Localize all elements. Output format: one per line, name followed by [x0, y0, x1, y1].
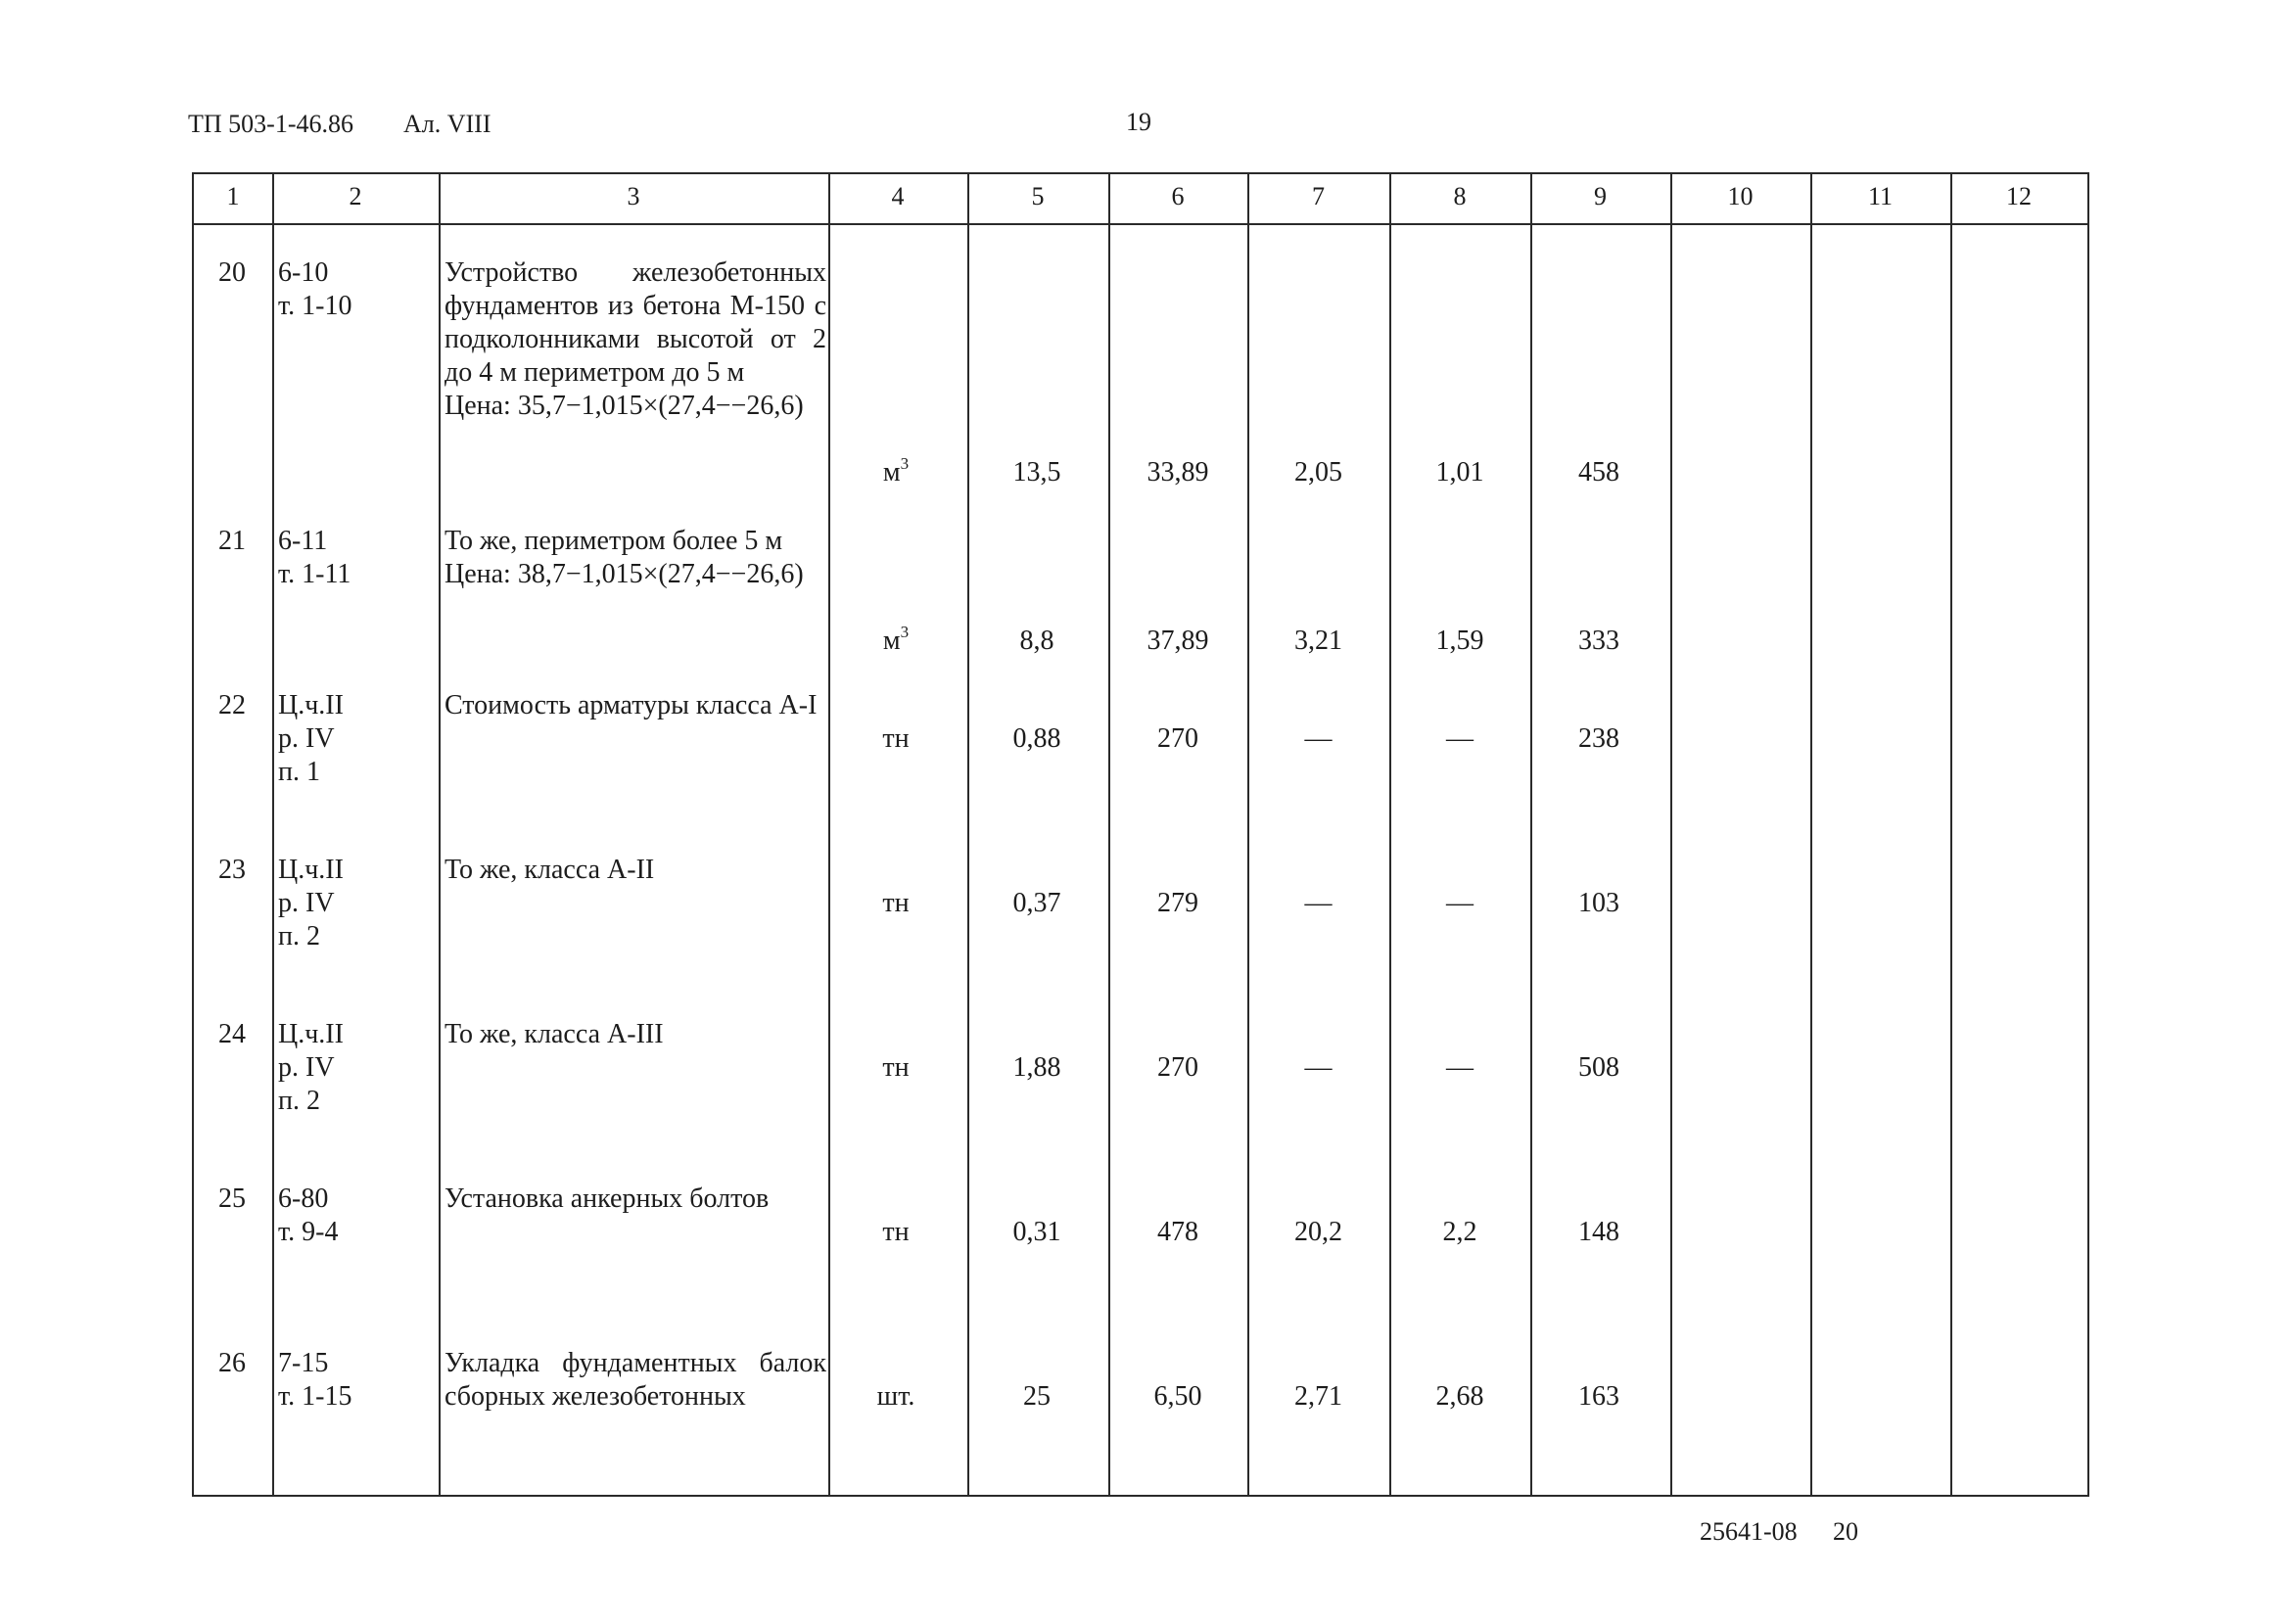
description-line: То же, класса А-II: [445, 855, 655, 885]
row-number: 22: [218, 690, 246, 720]
norm-code-line: р. IV: [278, 1052, 335, 1083]
norm-code: [278, 1018, 435, 1118]
norm-code: [278, 689, 435, 789]
norm-code-line: 6-80: [278, 1183, 329, 1214]
column-divider: [1247, 174, 1249, 1495]
column-divider: [1108, 174, 1110, 1495]
album-label: Ал. VIII: [403, 110, 491, 138]
quantity: 13,5: [1012, 457, 1061, 487]
norm-code-line: п. 2: [278, 1086, 320, 1116]
footer-sheet-number: 20: [1833, 1517, 1858, 1546]
column-divider: [439, 174, 441, 1495]
quantity: 0,31: [1012, 1217, 1061, 1247]
total-cost: 163: [1578, 1381, 1619, 1412]
unit: тн: [882, 1052, 910, 1083]
norm-code-line: Ц.ч.II: [278, 1019, 344, 1049]
column-number: 10: [1727, 182, 1754, 210]
row-number: 26: [218, 1348, 246, 1378]
norm-code: [278, 854, 435, 953]
work-description: [445, 1018, 826, 1051]
total-cost: 333: [1578, 626, 1619, 656]
norm-code: [278, 525, 435, 591]
column-number: 8: [1453, 182, 1467, 210]
norm-code-line: т. 1-11: [278, 559, 351, 589]
machine-wage-cost: 2,68: [1435, 1381, 1484, 1412]
header-divider: [194, 223, 2087, 225]
norm-code-line: Ц.ч.II: [278, 690, 344, 720]
wage-cost: —: [1304, 1052, 1333, 1083]
norm-code-line: 6-11: [278, 526, 328, 556]
unit-price: 270: [1157, 723, 1198, 754]
unit: тн: [882, 723, 910, 754]
description-line: Стоимость арматуры класса А-I: [445, 690, 818, 720]
norm-code-line: 6-10: [278, 257, 329, 288]
description-line: Устройство железобетонных фундаментов из бетона М-150 с подколонниками высотой от 2 до 4 м периметром до 5 м: [445, 257, 826, 388]
column-number: 11: [1867, 182, 1894, 210]
norm-code-line: т. 9-4: [278, 1217, 339, 1247]
column-number: 2: [349, 182, 362, 210]
wage-cost: 20,2: [1294, 1217, 1342, 1247]
machine-wage-cost: —: [1446, 723, 1474, 754]
column-divider: [1950, 174, 1952, 1495]
norm-code-line: 7-15: [278, 1348, 329, 1378]
column-divider: [967, 174, 969, 1495]
unit-price: 37,89: [1146, 626, 1209, 656]
unit-price: 478: [1157, 1217, 1198, 1247]
machine-wage-cost: 1,59: [1435, 626, 1484, 656]
total-cost: 148: [1578, 1217, 1619, 1247]
wage-cost: 3,21: [1294, 626, 1342, 656]
norm-code-line: р. IV: [278, 888, 335, 918]
total-cost: 458: [1578, 457, 1619, 487]
unit: шт.: [876, 1381, 915, 1412]
machine-wage-cost: —: [1446, 1052, 1474, 1083]
unit: $м^3$: [882, 623, 910, 656]
unit-superscript: 3: [900, 623, 910, 641]
description-line: Укладка фундаментных балок сборных железобетонных: [445, 1348, 826, 1412]
unit-superscript: 3: [900, 454, 910, 473]
description-line: Установка анкерных болтов: [445, 1183, 770, 1214]
page-number: 19: [1126, 108, 1151, 136]
row-number: 25: [218, 1183, 246, 1214]
quantity: 0,37: [1012, 888, 1061, 918]
column-divider: [1530, 174, 1532, 1495]
work-description: [445, 1183, 826, 1216]
doc-code: ТП 503-1-46.86: [188, 110, 353, 138]
norm-code-line: р. IV: [278, 723, 335, 754]
column-divider: [272, 174, 274, 1495]
total-cost: 508: [1578, 1052, 1619, 1083]
norm-code-line: т. 1-10: [278, 291, 352, 321]
description-line: Цена: 38,7−1,015×(27,4−−26,6): [445, 559, 804, 589]
column-number: 3: [627, 182, 640, 210]
unit-price: 279: [1157, 888, 1198, 918]
unit: тн: [882, 1217, 910, 1247]
machine-wage-cost: —: [1446, 888, 1474, 918]
norm-code: [278, 1183, 435, 1249]
quantity: 25: [1023, 1381, 1051, 1412]
norm-code-line: п. 1: [278, 757, 320, 787]
column-number: 7: [1312, 182, 1325, 210]
norm-code-line: т. 1-15: [278, 1381, 352, 1412]
norm-code: [278, 1347, 435, 1414]
unit-price: 6,50: [1153, 1381, 1202, 1412]
work-description: [445, 689, 826, 722]
footer-doc-number: 25641-08: [1700, 1517, 1798, 1546]
wage-cost: 2,71: [1294, 1381, 1342, 1412]
unit-price: 270: [1157, 1052, 1198, 1083]
description-line: То же, периметром более 5 м: [445, 526, 783, 556]
column-number: 12: [2006, 182, 2032, 210]
quantity: 0,88: [1012, 723, 1061, 754]
norm-code: [278, 256, 435, 323]
quantity: 8,8: [1019, 626, 1054, 656]
quantity: 1,88: [1012, 1052, 1061, 1083]
column-divider: [1389, 174, 1391, 1495]
machine-wage-cost: 1,01: [1435, 457, 1484, 487]
column-divider: [828, 174, 830, 1495]
column-number: 6: [1171, 182, 1185, 210]
wage-cost: 2,05: [1294, 457, 1342, 487]
unit: $м^3$: [882, 454, 910, 487]
column-number: 4: [891, 182, 905, 210]
column-divider: [1810, 174, 1812, 1495]
wage-cost: —: [1304, 888, 1333, 918]
row-number: 20: [218, 257, 246, 288]
norm-code-line: п. 2: [278, 921, 320, 951]
unit-price: 33,89: [1146, 457, 1209, 487]
total-cost: 238: [1578, 723, 1619, 754]
work-description: [445, 854, 826, 887]
row-number: 24: [218, 1019, 246, 1049]
work-description: [445, 1347, 826, 1414]
column-number: 9: [1594, 182, 1607, 210]
wage-cost: —: [1304, 723, 1333, 754]
description-line: То же, класса А-III: [445, 1019, 664, 1049]
work-description: [445, 256, 826, 423]
estimate-table: [192, 172, 2089, 1497]
row-number: 21: [218, 526, 246, 556]
column-number: 5: [1031, 182, 1045, 210]
column-number: 1: [226, 182, 240, 210]
work-description: [445, 525, 826, 591]
total-cost: 103: [1578, 888, 1619, 918]
column-divider: [1670, 174, 1672, 1495]
machine-wage-cost: 2,2: [1442, 1217, 1477, 1247]
unit: тн: [882, 888, 910, 918]
description-line: Цена: 35,7−1,015×(27,4−−26,6): [445, 391, 804, 421]
row-number: 23: [218, 855, 246, 885]
norm-code-line: Ц.ч.II: [278, 855, 344, 885]
